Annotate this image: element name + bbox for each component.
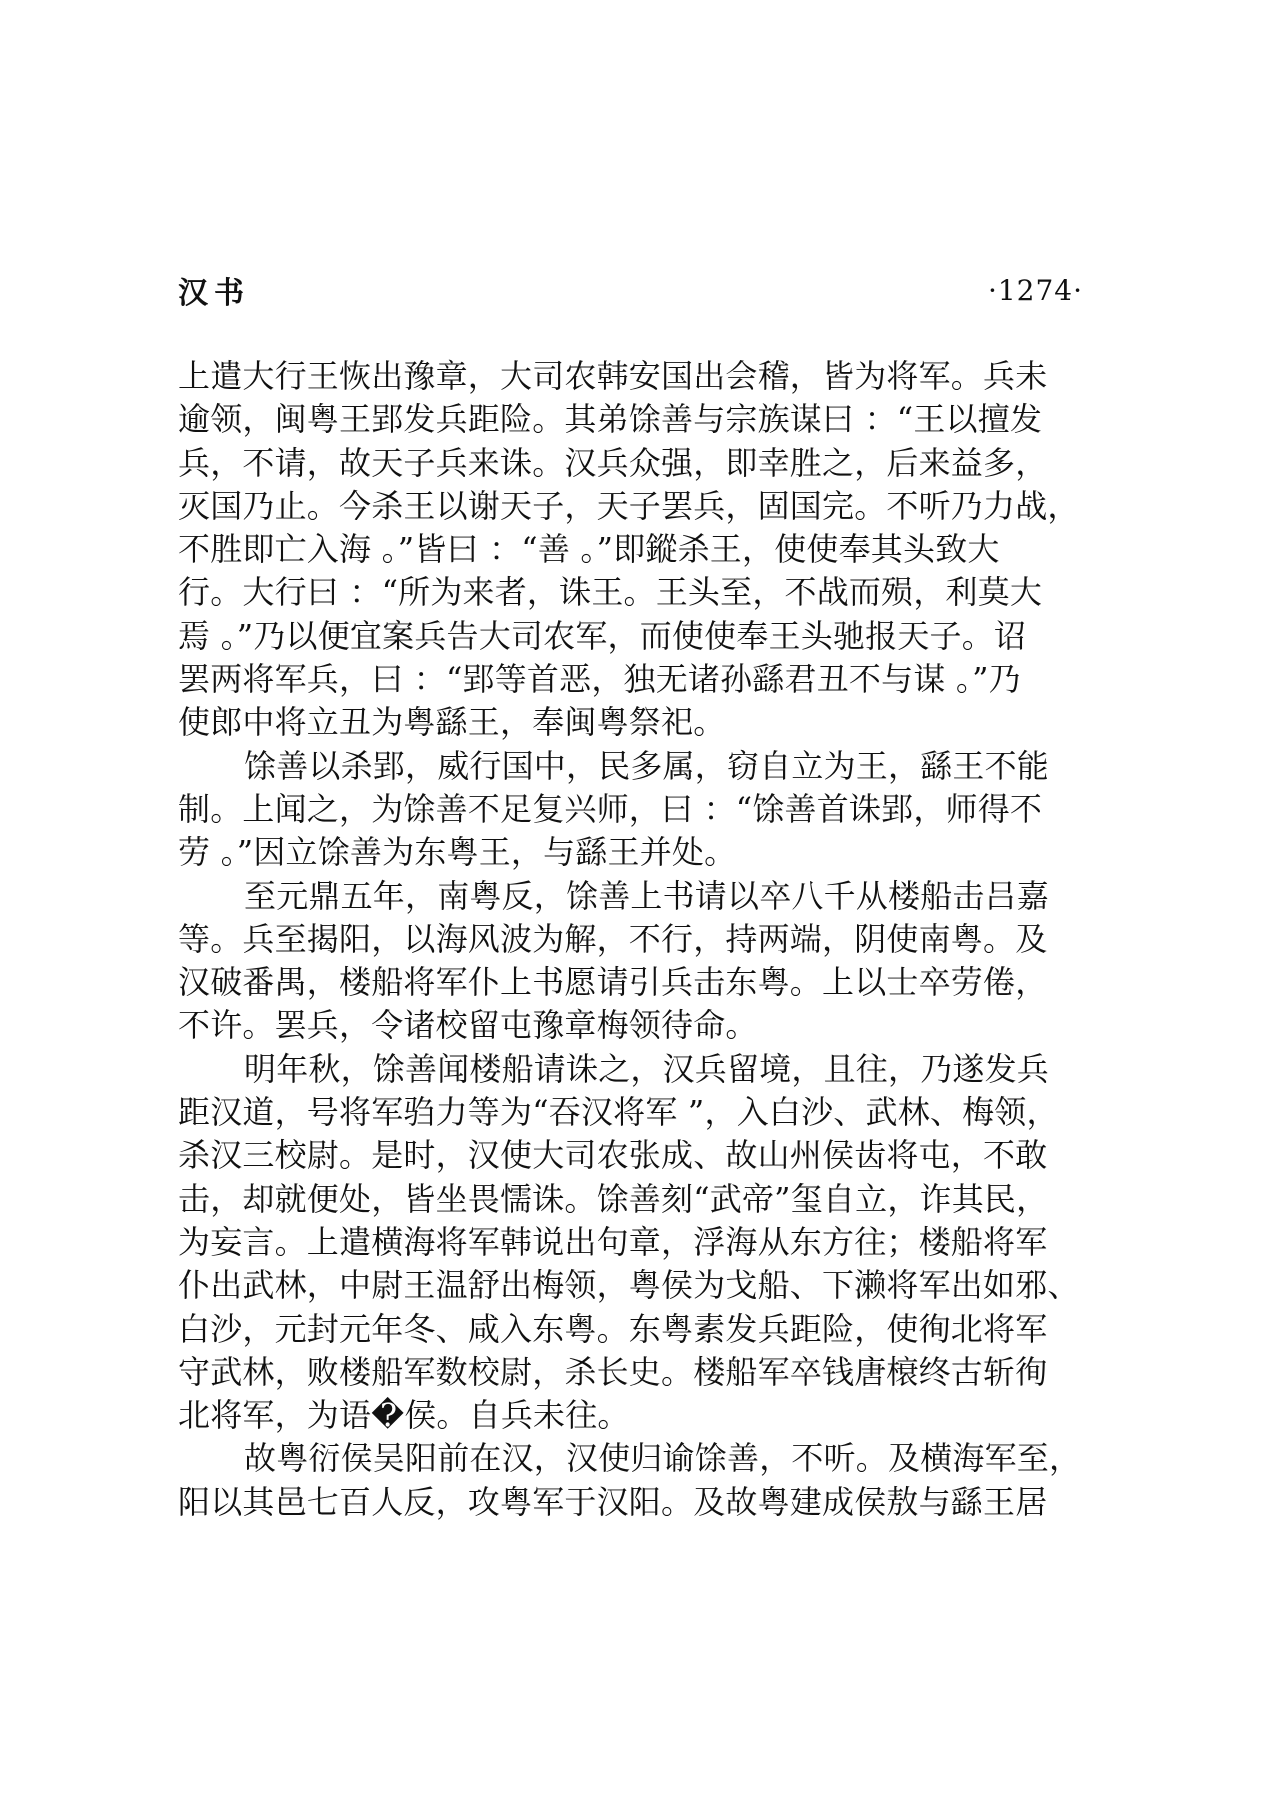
text-line: 阳以其邑七百人反，攻粤军于汉阳。及故粤建成侯敖与繇王居 [178, 1482, 1048, 1521]
text-line: 焉 。”乃以便宜案兵告大司农军，而使使奉王头驰报天子。诏 [178, 616, 1027, 655]
page-number: ·1274· [987, 273, 1083, 307]
body-text [178, 355, 1083, 1524]
text-line: 逾领，闽粤王郢发兵距险。其弟馀善与宗族谋曰 ：“王以擅发 [178, 400, 1043, 439]
text-line: 距汉道，号将军驺力等为“吞汉将军 ”，入白沙、武林、梅领， [178, 1093, 1059, 1132]
text-line: 汉破番禺，楼船将军仆上书愿请引兵击东粤。上以士卒劳倦， [178, 963, 1048, 1002]
text-line: 行。大行曰 ：“所为来者，诛王。王头至，不战而殒，利莫大 [178, 573, 1043, 612]
text-line: 罢两将军兵，曰 ：“郢等首恶，独无诸孙繇君丑不与谋 。”乃 [178, 660, 1021, 699]
text-line: 北将军，为语�侯。自兵未往。 [178, 1396, 630, 1435]
text-line: 击，却就便处，皆坐畏懦诛。馀善刻“武帝”玺自立，诈其民， [178, 1179, 1049, 1218]
text-line: 等。兵至揭阳，以海风波为解，不行，持两端，阴使南粤。及 [178, 919, 1048, 958]
text-line: 上遣大行王恢出豫章，大司农韩安国出会稽，皆为将军。兵未 [178, 357, 1048, 395]
text-line: 守武林，败楼船军数校尉，杀长史。楼船军卒钱唐榱终古斩徇 [178, 1352, 1048, 1391]
text-line: 白沙，元封元年冬、咸入东粤。东粤素发兵距险，使徇北将军 [178, 1309, 1048, 1348]
book-title: 汉书 [178, 276, 250, 311]
text-line: 为妄言。上遣横海将军韩说出句章，浮海从东方往；楼船将军 [178, 1222, 1048, 1261]
paragraph-first-line: 至元鼎五年，南粤反，馀善上书请以卒八千从楼船击吕嘉 [244, 876, 1050, 915]
text-line: 不许。罢兵，令诸校留屯豫章梅领待命。 [178, 1006, 758, 1045]
text-line: 劳 。”因立馀善为东粤王，与繇王并处。 [178, 833, 737, 872]
text-line: 使郎中将立丑为粤繇王，奉闽粤祭祀。 [178, 703, 726, 742]
text-line: 不胜即亡入海 。”皆曰 ：“善 。”即鏦杀王，使使奉其头致大 [178, 530, 1000, 569]
paragraph-first-line: 故粤衍侯吴阳前在汉，汉使归谕馀善，不听。及横海军至， [244, 1439, 1082, 1478]
running-header [178, 268, 1083, 312]
text-line: 灭国乃止。今杀王以谢天子，天子罢兵，固国完。不听乃力战， [178, 486, 1080, 525]
text-line: 制。上闻之，为馀善不足复兴师，曰 ：“馀善首诛郢，师得不 [178, 789, 1043, 828]
text-line: 兵，不请，故天子兵来诛。汉兵众强，即幸胜之，后来益多， [178, 443, 1048, 482]
text-line: 仆出武林，中尉王温舒出梅领，粤侯为戈船、下濑将军出如邪、 [178, 1266, 1080, 1305]
paragraph-first-line: 明年秋，馀善闻楼船请诛之，汉兵留境，且往，乃遂发兵 [244, 1049, 1050, 1088]
text-line: 杀汉三校尉。是时，汉使大司农张成、故山州侯齿将屯，不敢 [178, 1136, 1048, 1175]
paragraph-first-line: 馀善以杀郢，威行国中，民多属，窃自立为王，繇王不能 [244, 746, 1050, 785]
